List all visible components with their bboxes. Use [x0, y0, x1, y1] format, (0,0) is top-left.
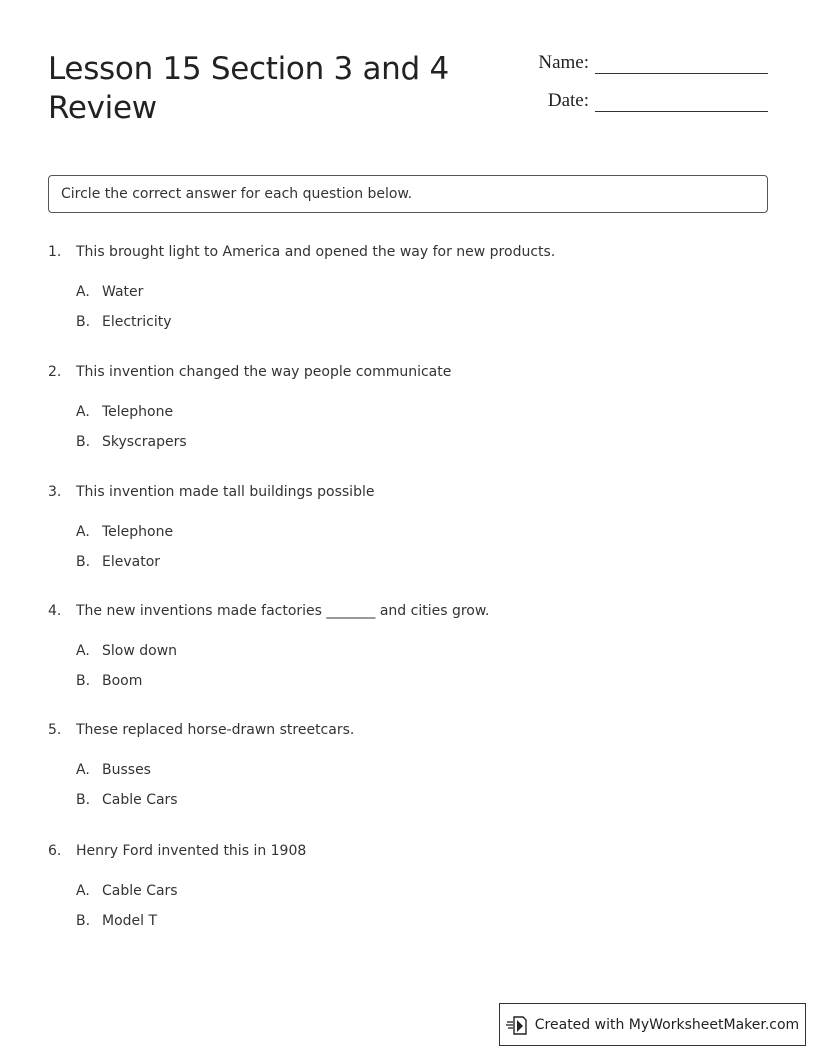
answer-options — [76, 760, 768, 810]
question-text: This invention made tall buildings possible — [76, 484, 375, 500]
answer-option-b[interactable] — [76, 312, 768, 332]
footer-badge[interactable] — [499, 1003, 806, 1046]
name-blank-line[interactable] — [595, 53, 768, 74]
option-letter: A. — [76, 643, 90, 659]
answer-options — [76, 402, 768, 452]
answer-option-a[interactable] — [76, 522, 768, 542]
option-letter: B. — [76, 792, 91, 808]
option-letter: B. — [76, 434, 91, 450]
answer-option-b[interactable] — [76, 552, 768, 572]
instructions-box — [48, 175, 768, 213]
option-letter: A. — [76, 762, 90, 778]
question-text: Henry Ford invented this in 1908 — [76, 843, 307, 859]
question-text: The new inventions made factories _______ and cities grow. — [76, 603, 490, 619]
page-title: Lesson 15 Section 3 and 4 Review — [48, 51, 449, 126]
answer-option-a[interactable] — [76, 641, 768, 661]
option-text: Model T — [102, 913, 158, 929]
answer-options — [76, 522, 768, 572]
answer-option-b[interactable] — [76, 671, 768, 691]
question-number: 1. — [48, 244, 62, 260]
date-blank-line[interactable] — [595, 91, 768, 112]
option-text: Electricity — [102, 314, 172, 330]
instructions-text: Circle the correct answer for each question below. — [61, 186, 413, 202]
worksheet-maker-logo-icon — [506, 1014, 528, 1036]
option-text: Elevator — [102, 554, 161, 570]
answer-option-b[interactable] — [76, 432, 768, 452]
question-text: This invention changed the way people communicate — [76, 364, 452, 380]
answer-option-a[interactable] — [76, 760, 768, 780]
option-text: Cable Cars — [102, 792, 178, 808]
question-1 — [48, 242, 768, 342]
date-field — [500, 90, 768, 112]
name-field — [500, 52, 768, 74]
question-5 — [48, 720, 768, 820]
answer-option-a[interactable] — [76, 881, 768, 901]
name-label: Name: — [538, 52, 589, 73]
option-text: Skyscrapers — [102, 434, 187, 450]
answer-options — [76, 641, 768, 691]
answer-option-a[interactable] — [76, 282, 768, 302]
option-text: Telephone — [102, 524, 174, 540]
option-letter: A. — [76, 284, 90, 300]
option-letter: B. — [76, 913, 91, 929]
answer-option-b[interactable] — [76, 790, 768, 810]
question-6 — [48, 841, 768, 941]
question-text: This brought light to America and opened the way for new products. — [76, 244, 556, 260]
footer-text: Created with MyWorksheetMaker.com — [534, 1016, 800, 1033]
option-text: Slow down — [102, 643, 178, 659]
option-text: Busses — [102, 762, 151, 778]
option-text: Water — [102, 284, 144, 300]
answer-option-b[interactable] — [76, 911, 768, 931]
option-text: Boom — [102, 673, 143, 689]
option-letter: B. — [76, 673, 91, 689]
question-3 — [48, 482, 768, 582]
option-letter: B. — [76, 314, 91, 330]
option-letter: A. — [76, 404, 90, 420]
option-letter: B. — [76, 554, 91, 570]
question-number: 6. — [48, 843, 62, 859]
question-text: These replaced horse-drawn streetcars. — [76, 722, 355, 738]
answer-options — [76, 881, 768, 931]
answer-option-a[interactable] — [76, 402, 768, 422]
question-number: 4. — [48, 603, 62, 619]
question-number: 5. — [48, 722, 62, 738]
option-text: Telephone — [102, 404, 174, 420]
date-label: Date: — [547, 90, 589, 111]
question-2 — [48, 362, 768, 462]
option-letter: A. — [76, 883, 90, 899]
option-text: Cable Cars — [102, 883, 178, 899]
question-4 — [48, 601, 768, 701]
question-number: 2. — [48, 364, 62, 380]
answer-options — [76, 282, 768, 332]
option-letter: A. — [76, 524, 90, 540]
question-number: 3. — [48, 484, 62, 500]
